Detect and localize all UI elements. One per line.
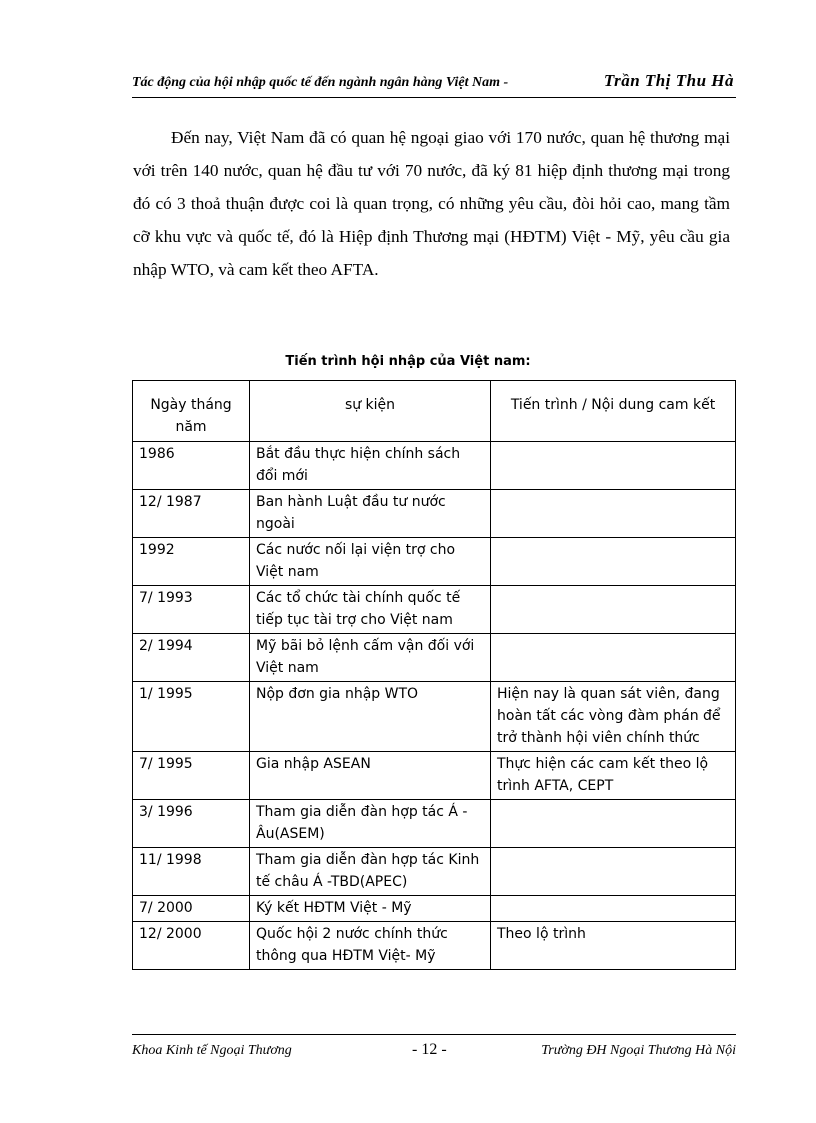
cell-event: Ban hành Luật đầu tư nước ngoài — [250, 490, 491, 538]
column-header-date: Ngày tháng năm — [133, 381, 250, 442]
cell-commitment: Thực hiện các cam kết theo lộ trình AFTA, CEPT — [491, 752, 736, 800]
cell-date: 1992 — [133, 538, 250, 586]
cell-commitment — [491, 800, 736, 848]
column-header-commitment: Tiến trình / Nội dung cam kết — [491, 381, 736, 442]
cell-commitment — [491, 586, 736, 634]
table-row — [133, 922, 736, 970]
integration-timeline-table — [132, 380, 736, 970]
footer-faculty: Khoa Kinh tế Ngoại Thương — [132, 1043, 292, 1058]
cell-date: 1/ 1995 — [133, 682, 250, 752]
table-title: Tiến trình hội nhập của Việt nam: — [285, 354, 531, 369]
header-author: Trần Thị Thu Hà — [603, 71, 734, 90]
table-row — [133, 442, 736, 490]
table-row — [133, 800, 736, 848]
table-row — [133, 490, 736, 538]
cell-date: 12/ 2000 — [133, 922, 250, 970]
cell-date: 7/ 1993 — [133, 586, 250, 634]
table-row — [133, 848, 736, 896]
cell-commitment — [491, 538, 736, 586]
cell-event: Ký kết HĐTM Việt - Mỹ — [250, 896, 491, 922]
table-header-row — [133, 381, 736, 442]
cell-event: Nộp đơn gia nhập WTO — [250, 682, 491, 752]
cell-event: Gia nhập ASEAN — [250, 752, 491, 800]
cell-date: 11/ 1998 — [133, 848, 250, 896]
footer-university: Trường ĐH Ngoại Thương Hà Nội — [541, 1043, 736, 1058]
cell-commitment — [491, 442, 736, 490]
cell-commitment — [491, 634, 736, 682]
cell-commitment — [491, 896, 736, 922]
table-row — [133, 634, 736, 682]
cell-date: 12/ 1987 — [133, 490, 250, 538]
table-row — [133, 896, 736, 922]
table-row — [133, 586, 736, 634]
table-row — [133, 682, 736, 752]
cell-date: 2/ 1994 — [133, 634, 250, 682]
cell-event: Các nước nối lại viện trợ cho Việt nam — [250, 538, 491, 586]
page-footer — [132, 1034, 736, 1065]
cell-event: Tham gia diễn đàn hợp tác Kinh tế châu Á -TBD(APEC) — [250, 848, 491, 896]
table-row — [133, 538, 736, 586]
cell-event: Bắt đầu thực hiện chính sách đổi mới — [250, 442, 491, 490]
cell-date: 3/ 1996 — [133, 800, 250, 848]
cell-event: Tham gia diễn đàn hợp tác Á - Âu(ASEM) — [250, 800, 491, 848]
page-number: - 12 - — [412, 1041, 447, 1058]
cell-date: 7/ 2000 — [133, 896, 250, 922]
cell-event: Mỹ bãi bỏ lệnh cấm vận đối với Việt nam — [250, 634, 491, 682]
body-paragraph: Đến nay, Việt Nam đã có quan hệ ngoại giao với 170 nước, quan hệ thương mại với trên 140 nước, quan hệ đầu tư với 70 nước, đã ký 81 hiệp định thương mại trong đó có 3 thoả thuận được coi là quan trọng, có những yêu cầu, đòi hỏi cao, mang tầm cỡ khu vực và quốc tế, đó là Hiệp định Thương mại (HĐTM) Việt - Mỹ, yêu cầu gia nhập WTO, và cam kết theo AFTA. — [133, 128, 730, 279]
column-header-event: sự kiện — [250, 381, 491, 442]
cell-date: 1986 — [133, 442, 250, 490]
cell-event: Các tổ chức tài chính quốc tế tiếp tục tài trợ cho Việt nam — [250, 586, 491, 634]
page-header — [132, 70, 736, 98]
table-row — [133, 752, 736, 800]
cell-event: Quốc hội 2 nước chính thức thông qua HĐTM Việt- Mỹ — [250, 922, 491, 970]
cell-commitment — [491, 848, 736, 896]
header-title: Tác động của hội nhập quốc tế đến ngành ngân hàng Việt Nam - — [132, 75, 509, 90]
cell-commitment — [491, 490, 736, 538]
cell-date: 7/ 1995 — [133, 752, 250, 800]
cell-commitment: Theo lộ trình — [491, 922, 736, 970]
cell-commitment: Hiện nay là quan sát viên, đang hoàn tất các vòng đàm phán để trở thành hội viên chính thức — [491, 682, 736, 752]
